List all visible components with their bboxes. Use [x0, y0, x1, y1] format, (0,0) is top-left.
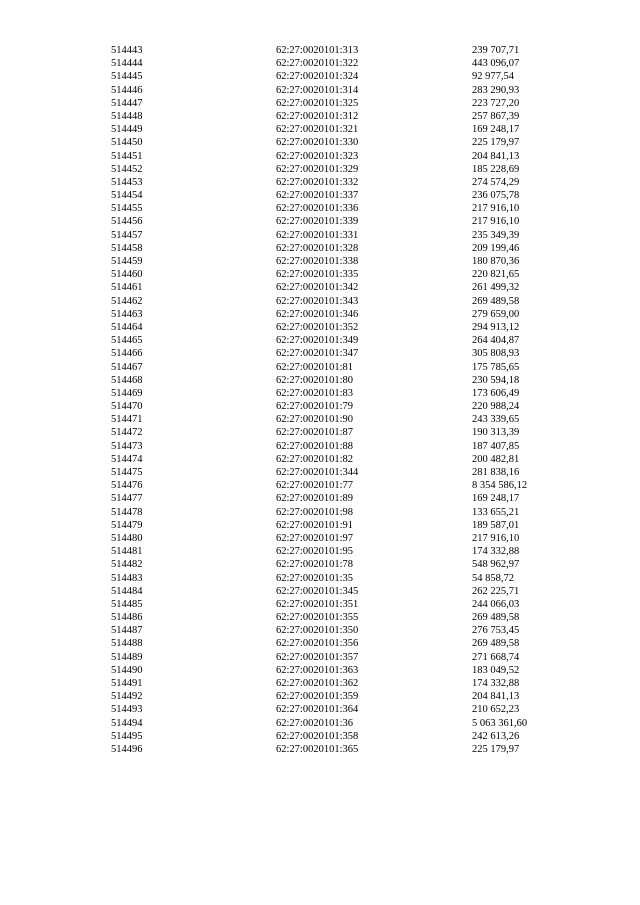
- cadastral-value: 276 753,45: [472, 625, 520, 637]
- cadastral-number: 62:27:0020101:336: [276, 203, 359, 215]
- row-id: 514466: [111, 348, 143, 360]
- cadastral-number: 62:27:0020101:91: [276, 519, 354, 531]
- table-row: [0, 281, 640, 294]
- cadastral-number: 62:27:0020101:343: [276, 295, 359, 307]
- cadastral-value: 283 290,93: [472, 84, 520, 96]
- data-table: [0, 44, 640, 756]
- cadastral-number: 62:27:0020101:314: [276, 84, 359, 96]
- row-id: 514456: [111, 216, 143, 228]
- row-id: 514489: [111, 651, 143, 663]
- table-row: [0, 189, 640, 202]
- cadastral-number: 62:27:0020101:339: [276, 216, 359, 228]
- row-id: 514488: [111, 638, 143, 650]
- cadastral-number: 62:27:0020101:313: [276, 45, 359, 56]
- cadastral-value: 92 977,54: [472, 71, 514, 83]
- row-id: 514494: [111, 717, 143, 729]
- cadastral-value: 210 652,23: [472, 704, 520, 716]
- cadastral-number: 62:27:0020101:78: [276, 559, 354, 571]
- cadastral-number: 62:27:0020101:80: [276, 374, 354, 386]
- row-id: 514484: [111, 585, 143, 597]
- cadastral-value: 180 870,36: [472, 256, 520, 267]
- row-id: 514487: [111, 625, 143, 637]
- row-id: 514496: [111, 743, 143, 755]
- table-row: [0, 44, 640, 57]
- cadastral-number: 62:27:0020101:81: [276, 361, 354, 373]
- table-row: [0, 268, 640, 281]
- cadastral-value: 269 489,58: [472, 612, 520, 624]
- table-row: [0, 400, 640, 413]
- row-id: 514471: [111, 414, 143, 426]
- cadastral-number: 62:27:0020101:97: [276, 532, 354, 544]
- table-row: [0, 229, 640, 242]
- row-id: 514486: [111, 612, 143, 624]
- row-id: 514462: [111, 295, 143, 307]
- table-row: [0, 242, 640, 255]
- table-row: [0, 255, 640, 268]
- cadastral-number: 62:27:0020101:347: [276, 348, 359, 360]
- cadastral-number: 62:27:0020101:329: [276, 163, 359, 175]
- cadastral-value: 133 655,21: [472, 506, 520, 518]
- cadastral-value: 242 613,26: [472, 730, 520, 742]
- table-row: [0, 308, 640, 321]
- table-row: [0, 334, 640, 347]
- cadastral-number: 62:27:0020101:362: [276, 678, 359, 689]
- cadastral-value: 243 339,65: [472, 414, 520, 426]
- row-id: 514485: [111, 598, 143, 610]
- row-id: 514450: [111, 137, 143, 149]
- cadastral-number: 62:27:0020101:330: [276, 137, 359, 149]
- table-row: [0, 215, 640, 228]
- table-row: [0, 150, 640, 163]
- cadastral-value: 209 199,46: [472, 242, 520, 254]
- row-id: 514481: [111, 546, 143, 558]
- cadastral-value: 217 916,10: [472, 203, 520, 215]
- row-id: 514465: [111, 335, 143, 347]
- cadastral-number: 62:27:0020101:87: [276, 427, 354, 439]
- cadastral-value: 264 404,87: [472, 335, 520, 347]
- cadastral-number: 62:27:0020101:77: [276, 480, 354, 492]
- cadastral-number: 62:27:0020101:365: [276, 743, 359, 755]
- table-row: [0, 532, 640, 545]
- row-id: 514459: [111, 256, 143, 267]
- cadastral-number: 62:27:0020101:344: [276, 467, 359, 478]
- cadastral-number: 62:27:0020101:350: [276, 625, 359, 637]
- cadastral-value: 257 867,39: [472, 110, 520, 122]
- cadastral-value: 174 332,88: [472, 678, 520, 689]
- cadastral-value: 217 916,10: [472, 216, 520, 228]
- row-id: 514476: [111, 480, 143, 492]
- table-row: [0, 611, 640, 624]
- row-id: 514480: [111, 532, 143, 544]
- row-id: 514495: [111, 730, 143, 742]
- table-row: [0, 664, 640, 677]
- cadastral-value: 274 574,29: [472, 176, 520, 188]
- row-id: 514447: [111, 97, 143, 109]
- cadastral-value: 294 913,12: [472, 321, 520, 333]
- cadastral-value: 225 179,97: [472, 137, 520, 149]
- table-row: [0, 57, 640, 70]
- cadastral-value: 305 808,93: [472, 348, 520, 360]
- cadastral-number: 62:27:0020101:358: [276, 730, 359, 742]
- table-row: [0, 176, 640, 189]
- row-id: 514457: [111, 229, 143, 241]
- cadastral-number: 62:27:0020101:342: [276, 282, 359, 294]
- row-id: 514446: [111, 84, 143, 96]
- table-row: [0, 202, 640, 215]
- table-row: [0, 690, 640, 703]
- cadastral-number: 62:27:0020101:312: [276, 110, 359, 122]
- cadastral-number: 62:27:0020101:324: [276, 71, 359, 83]
- table-row: [0, 545, 640, 558]
- row-id: 514482: [111, 559, 143, 571]
- cadastral-number: 62:27:0020101:36: [276, 717, 354, 729]
- cadastral-number: 62:27:0020101:88: [276, 440, 354, 452]
- cadastral-number: 62:27:0020101:82: [276, 453, 354, 465]
- cadastral-number: 62:27:0020101:363: [276, 664, 359, 676]
- table-row: [0, 453, 640, 466]
- row-id: 514474: [111, 453, 143, 465]
- cadastral-number: 62:27:0020101:89: [276, 493, 354, 505]
- cadastral-number: 62:27:0020101:357: [276, 651, 359, 663]
- row-id: 514455: [111, 203, 143, 215]
- cadastral-number: 62:27:0020101:355: [276, 612, 359, 624]
- table-row: [0, 361, 640, 374]
- row-id: 514473: [111, 440, 143, 452]
- cadastral-number: 62:27:0020101:323: [276, 150, 359, 162]
- table-row: [0, 163, 640, 176]
- row-id: 514492: [111, 691, 143, 703]
- row-id: 514470: [111, 401, 143, 413]
- row-id: 514460: [111, 269, 143, 281]
- table-row: [0, 70, 640, 83]
- row-id: 514493: [111, 704, 143, 716]
- cadastral-number: 62:27:0020101:359: [276, 691, 359, 703]
- cadastral-number: 62:27:0020101:325: [276, 97, 359, 109]
- cadastral-number: 62:27:0020101:345: [276, 585, 359, 597]
- table-row: [0, 97, 640, 110]
- row-id: 514448: [111, 110, 143, 122]
- cadastral-number: 62:27:0020101:332: [276, 176, 359, 188]
- row-id: 514477: [111, 493, 143, 505]
- row-id: 514458: [111, 242, 143, 254]
- cadastral-number: 62:27:0020101:98: [276, 506, 354, 518]
- cadastral-number: 62:27:0020101:335: [276, 269, 359, 281]
- cadastral-number: 62:27:0020101:321: [276, 124, 359, 136]
- row-id: 514445: [111, 71, 143, 83]
- cadastral-number: 62:27:0020101:349: [276, 335, 359, 347]
- table-row: [0, 506, 640, 519]
- cadastral-number: 62:27:0020101:83: [276, 387, 354, 399]
- cadastral-number: 62:27:0020101:346: [276, 308, 359, 320]
- cadastral-number: 62:27:0020101:322: [276, 58, 359, 70]
- cadastral-value: 236 075,78: [472, 190, 520, 202]
- cadastral-number: 62:27:0020101:331: [276, 229, 359, 241]
- table-row: [0, 136, 640, 149]
- cadastral-value: 169 248,17: [472, 124, 520, 136]
- cadastral-value: 223 727,20: [472, 97, 520, 109]
- row-id: 514449: [111, 124, 143, 136]
- table-row: [0, 717, 640, 730]
- cadastral-value: 281 838,16: [472, 467, 520, 478]
- table-row: [0, 123, 640, 136]
- row-id: 514454: [111, 190, 143, 202]
- cadastral-value: 54 858,72: [472, 572, 514, 584]
- cadastral-value: 174 332,88: [472, 546, 520, 558]
- table-row: [0, 519, 640, 532]
- cadastral-value: 269 489,58: [472, 295, 520, 307]
- table-row: [0, 572, 640, 585]
- cadastral-value: 204 841,13: [472, 691, 520, 703]
- row-id: 514467: [111, 361, 143, 373]
- cadastral-number: 62:27:0020101:351: [276, 598, 359, 610]
- cadastral-value: 8 354 586,12: [472, 480, 528, 492]
- row-id: 514469: [111, 387, 143, 399]
- table-row: [0, 466, 640, 479]
- row-id: 514452: [111, 163, 143, 175]
- table-row: [0, 598, 640, 611]
- cadastral-value: 175 785,65: [472, 361, 520, 373]
- table-row: [0, 637, 640, 650]
- cadastral-value: 185 228,69: [472, 163, 520, 175]
- cadastral-value: 5 063 361,60: [472, 717, 528, 729]
- row-id: 514468: [111, 374, 143, 386]
- table-row: [0, 743, 640, 756]
- table-row: [0, 321, 640, 334]
- cadastral-value: 187 407,85: [472, 440, 520, 452]
- table-row: [0, 413, 640, 426]
- row-id: 514479: [111, 519, 143, 531]
- cadastral-value: 443 096,07: [472, 58, 520, 70]
- row-id: 514475: [111, 467, 143, 478]
- row-id: 514444: [111, 58, 143, 70]
- cadastral-value: 190 313,39: [472, 427, 520, 439]
- table-row: [0, 703, 640, 716]
- row-id: 514443: [111, 45, 143, 56]
- cadastral-value: 271 668,74: [472, 651, 520, 663]
- cadastral-number: 62:27:0020101:364: [276, 704, 359, 716]
- row-id: 514490: [111, 664, 143, 676]
- table-row: [0, 347, 640, 360]
- table-row: [0, 440, 640, 453]
- cadastral-number: 62:27:0020101:95: [276, 546, 354, 558]
- table-row: [0, 110, 640, 123]
- row-id: 514483: [111, 572, 143, 584]
- row-id: 514453: [111, 176, 143, 188]
- table-row: [0, 651, 640, 664]
- cadastral-value: 200 482,81: [472, 453, 520, 465]
- table-row: [0, 677, 640, 690]
- cadastral-number: 62:27:0020101:35: [276, 572, 354, 584]
- cadastral-value: 173 606,49: [472, 387, 520, 399]
- cadastral-value: 239 707,71: [472, 45, 520, 56]
- row-id: 514463: [111, 308, 143, 320]
- table-row: [0, 479, 640, 492]
- cadastral-value: 183 049,52: [472, 664, 520, 676]
- cadastral-value: 204 841,13: [472, 150, 520, 162]
- cadastral-value: 230 594,18: [472, 374, 520, 386]
- cadastral-number: 62:27:0020101:356: [276, 638, 359, 650]
- table-row: [0, 585, 640, 598]
- cadastral-value: 169 248,17: [472, 493, 520, 505]
- cadastral-value: 220 821,65: [472, 269, 520, 281]
- table-row: [0, 387, 640, 400]
- table-row: [0, 492, 640, 505]
- cadastral-number: 62:27:0020101:338: [276, 256, 359, 267]
- table-row: [0, 295, 640, 308]
- cadastral-value: 548 962,97: [472, 559, 520, 571]
- table-row: [0, 374, 640, 387]
- row-id: 514491: [111, 678, 143, 689]
- cadastral-value: 217 916,10: [472, 532, 520, 544]
- cadastral-value: 225 179,97: [472, 743, 520, 755]
- cadastral-value: 244 066,03: [472, 598, 520, 610]
- cadastral-value: 262 225,71: [472, 585, 520, 597]
- cadastral-value: 261 499,32: [472, 282, 520, 294]
- cadastral-value: 269 489,58: [472, 638, 520, 650]
- cadastral-number: 62:27:0020101:337: [276, 190, 359, 202]
- table-row: [0, 84, 640, 97]
- table-row: [0, 558, 640, 571]
- cadastral-number: 62:27:0020101:328: [276, 242, 359, 254]
- cadastral-value: 189 587,01: [472, 519, 520, 531]
- cadastral-value: 235 349,39: [472, 229, 520, 241]
- row-id: 514472: [111, 427, 143, 439]
- table-row: [0, 730, 640, 743]
- cadastral-value: 279 659,00: [472, 308, 520, 320]
- row-id: 514478: [111, 506, 143, 518]
- cadastral-number: 62:27:0020101:79: [276, 401, 354, 413]
- table-row: [0, 624, 640, 637]
- row-id: 514464: [111, 321, 143, 333]
- cadastral-value: 220 988,24: [472, 401, 520, 413]
- cadastral-number: 62:27:0020101:352: [276, 321, 359, 333]
- row-id: 514451: [111, 150, 143, 162]
- table-row: [0, 426, 640, 439]
- cadastral-number: 62:27:0020101:90: [276, 414, 354, 426]
- row-id: 514461: [111, 282, 143, 294]
